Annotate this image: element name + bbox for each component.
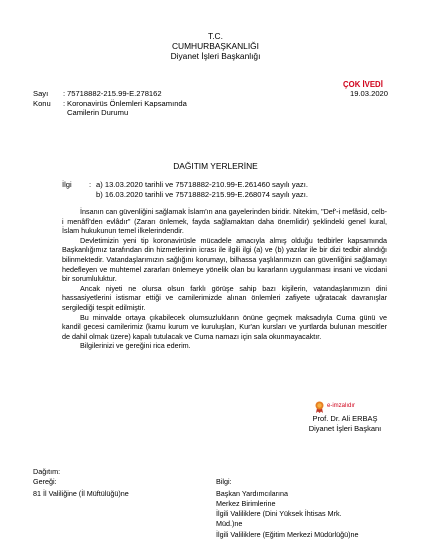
- recipients-heading: DAĞITIM YERLERİNE: [173, 161, 258, 171]
- konu-sep: :: [63, 99, 66, 108]
- header-department: Diyanet İşleri Başkanlığı: [170, 51, 261, 61]
- signatory-title: Diyanet İşleri Başkanı: [308, 424, 382, 433]
- action-item: 81 İl Valiliğine (İl Müftülüğü)ne: [33, 489, 129, 498]
- reference-label: İlgi: [62, 180, 72, 189]
- reference-sep: :: [89, 180, 92, 189]
- info-item: İlgili Valiliklere (Dini Yüksek İhtisas Mrk.: [216, 509, 342, 518]
- reference-item-b: b) 16.03.2020 tarihli ve 75718882-215.99-E.268074 sayılı yazı.: [96, 190, 308, 199]
- info-item: İlgili Valiliklere (Eğitim Merkezi Müdürlüğü)ne: [216, 530, 359, 539]
- action-label: Gereği:: [33, 477, 57, 486]
- konu-value-1: Koronavirüs Önlemleri Kapsamında: [67, 99, 187, 108]
- sayi-value: 75718882-215.99-E.278162: [67, 89, 162, 98]
- body-paragraph-5: Bilgilerinizi ve gereğini rica ederim.: [80, 341, 191, 351]
- header-office: CUMHURBAŞKANLIĞI: [171, 41, 260, 51]
- urgency-label: ÇOK İVEDİ: [343, 80, 383, 89]
- info-item: Başkan Yardımcılarına: [216, 489, 289, 498]
- konu-value-2: Camilerin Durumu: [67, 108, 129, 117]
- sayi-sep: :: [63, 89, 66, 98]
- letter-body: [62, 207, 387, 351]
- konu-label: Konu: [33, 99, 51, 108]
- sayi-label: Sayı: [33, 89, 49, 98]
- info-label: Bilgi:: [216, 477, 232, 486]
- document-date: 19.03.2020: [350, 89, 389, 98]
- e-signature-label: e-imzalıdır: [327, 403, 356, 409]
- header-country: T.C.: [208, 31, 223, 41]
- reference-item-a: a) 13.03.2020 tarihli ve 75718882-210.99-E.261460 sayılı yazı.: [96, 180, 308, 189]
- body-paragraph-4: Bu minvalde ortaya çıkabilecek olumsuzlukların önüne geçmek maksadıyla Cuma günü ve kandil gecesi camilerimiz (kamu kurum ve kuruluşları, Kur'an kursları ve yurtlarda bulunan mescitler de dahil olmak üzere) kapalı tutulacak ve Cuma namazı için sala okunmayacaktır.: [62, 312, 387, 341]
- body-paragraph-3: Ancak niyeti ne olursa olsun farklı görüşe sahip bazı kişilerin, vatandaşlarımızın dini hassasiyetlerini istismar ettiği ve camilerimizde alınan önlemleri zafiyete uğratacak davranışlar sergilediği tespit edilmiştir.: [62, 283, 387, 312]
- body-paragraph-2: Devletimizin yeni tip koronavirüsle mücadele amacıyla almış olduğu tedbirler kapsamında Başkanlığımız tarafından din hizmetlerinin icrası ile ilgili ilgi (a) ve (b) yazılar ile bir dizi tedbir alındığı bilinmektedir. Vatandaşlarımızın sağlığını korumayı, bilhassa yaşlılarımızın can güvenliğini sağlamayı hedefleyen ve muhtemel zararları önlemeye yönelik olan bu kararların uygulanması insani ve vicdani bir sorumluluktur.: [62, 235, 387, 284]
- signatory-name: Prof. Dr. Ali ERBAŞ: [312, 414, 378, 423]
- info-item: Müd.)ne: [216, 519, 243, 528]
- distribution-heading: Dağıtım:: [33, 467, 61, 476]
- info-item: Merkez Birimlerine: [216, 499, 276, 508]
- body-paragraph-1: İnsanın can güvenliğini sağlamak İslam'ın ana gayelerinden biridir. Nitekim, "Def'-i mefâsid, celb-i menâfî'den evlâdır" (Zararı önlemek, fayda sağlamaktan daha önemlidir) şeklindeki genel kural, İslam hukukunun temel ilkelerindendir.: [62, 207, 387, 236]
